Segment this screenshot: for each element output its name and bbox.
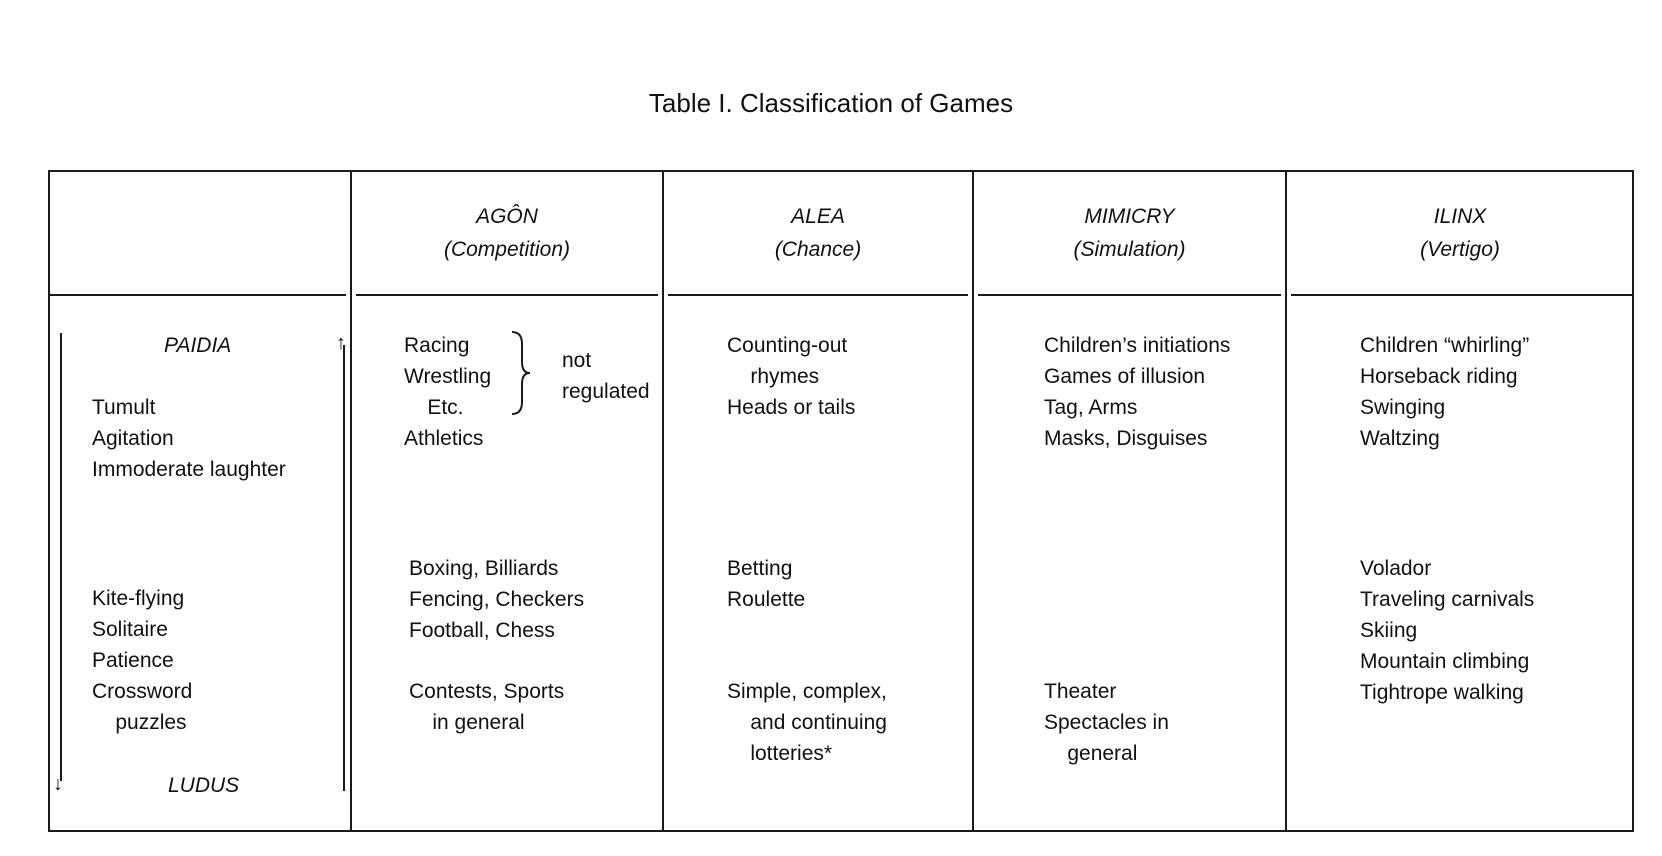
header-rule (356, 294, 658, 296)
column-divider (1285, 170, 1287, 830)
column-header-sub: (Vertigo) (1420, 238, 1500, 261)
header-rule (50, 294, 346, 296)
axis-label-paidia: PAIDIA (164, 334, 232, 357)
column-header-sub: (Competition) (443, 238, 571, 261)
table-title: Table I. Classification of Games (648, 88, 1014, 118)
up-arrow-icon: ↑ (336, 332, 346, 354)
column-header-ilinx (1287, 200, 1633, 266)
mimicry-group3: Theater Spectacles in general (1044, 680, 1169, 765)
agon-group1: Racing Wrestling Etc. (404, 334, 492, 419)
header-rule (1291, 294, 1632, 296)
mimicry-group1: Children’s initiations Games of illusion Tag, Arms Masks, Disguises (1044, 334, 1231, 450)
column-divider (350, 170, 352, 830)
agon-note: not regulated (562, 349, 650, 403)
column-header-name: AGÔN (476, 205, 538, 228)
column-header-name: MIMICRY (1084, 205, 1175, 228)
down-arrow-line (60, 333, 62, 781)
column-header-sub: (Simulation) (1073, 238, 1186, 261)
agon-group2: Boxing, Billiards Fencing, Checkers Football, Chess (409, 557, 585, 642)
paidia-items: Tumult Agitation Immoderate laughter (92, 396, 286, 481)
brace-icon (510, 330, 532, 416)
column-header-mimicry (974, 200, 1285, 266)
alea-group1: Counting-out rhymes Heads or tails (727, 334, 856, 419)
alea-group3: Simple, complex, and continuing lotteries* (727, 680, 887, 765)
agon-group3: Contests, Sports in general (409, 680, 565, 734)
column-divider (972, 170, 974, 830)
ilinx-group1: Children “whirling” Horseback riding Swinging Waltzing (1360, 334, 1530, 450)
ilinx-group2: Volador Traveling carnivals Skiing Mountain climbing Tightrope walking (1360, 557, 1535, 704)
axis-label-ludus: LUDUS (168, 774, 240, 797)
ludus-items: Kite-flying Solitaire Patience Crossword puzzles (92, 587, 193, 734)
up-arrow-line (343, 345, 345, 791)
header-rule (668, 294, 968, 296)
header-rule (978, 294, 1281, 296)
column-divider (662, 170, 664, 830)
column-header-alea (664, 200, 972, 266)
column-header-agon (352, 200, 662, 266)
column-header-name: ALEA (791, 205, 845, 228)
agon-athletics: Athletics (404, 427, 484, 450)
column-header-sub: (Chance) (774, 238, 862, 261)
alea-group2: Betting Roulette (727, 557, 806, 611)
down-arrow-icon: ↓ (53, 773, 63, 795)
column-header-name: ILINX (1433, 205, 1487, 228)
